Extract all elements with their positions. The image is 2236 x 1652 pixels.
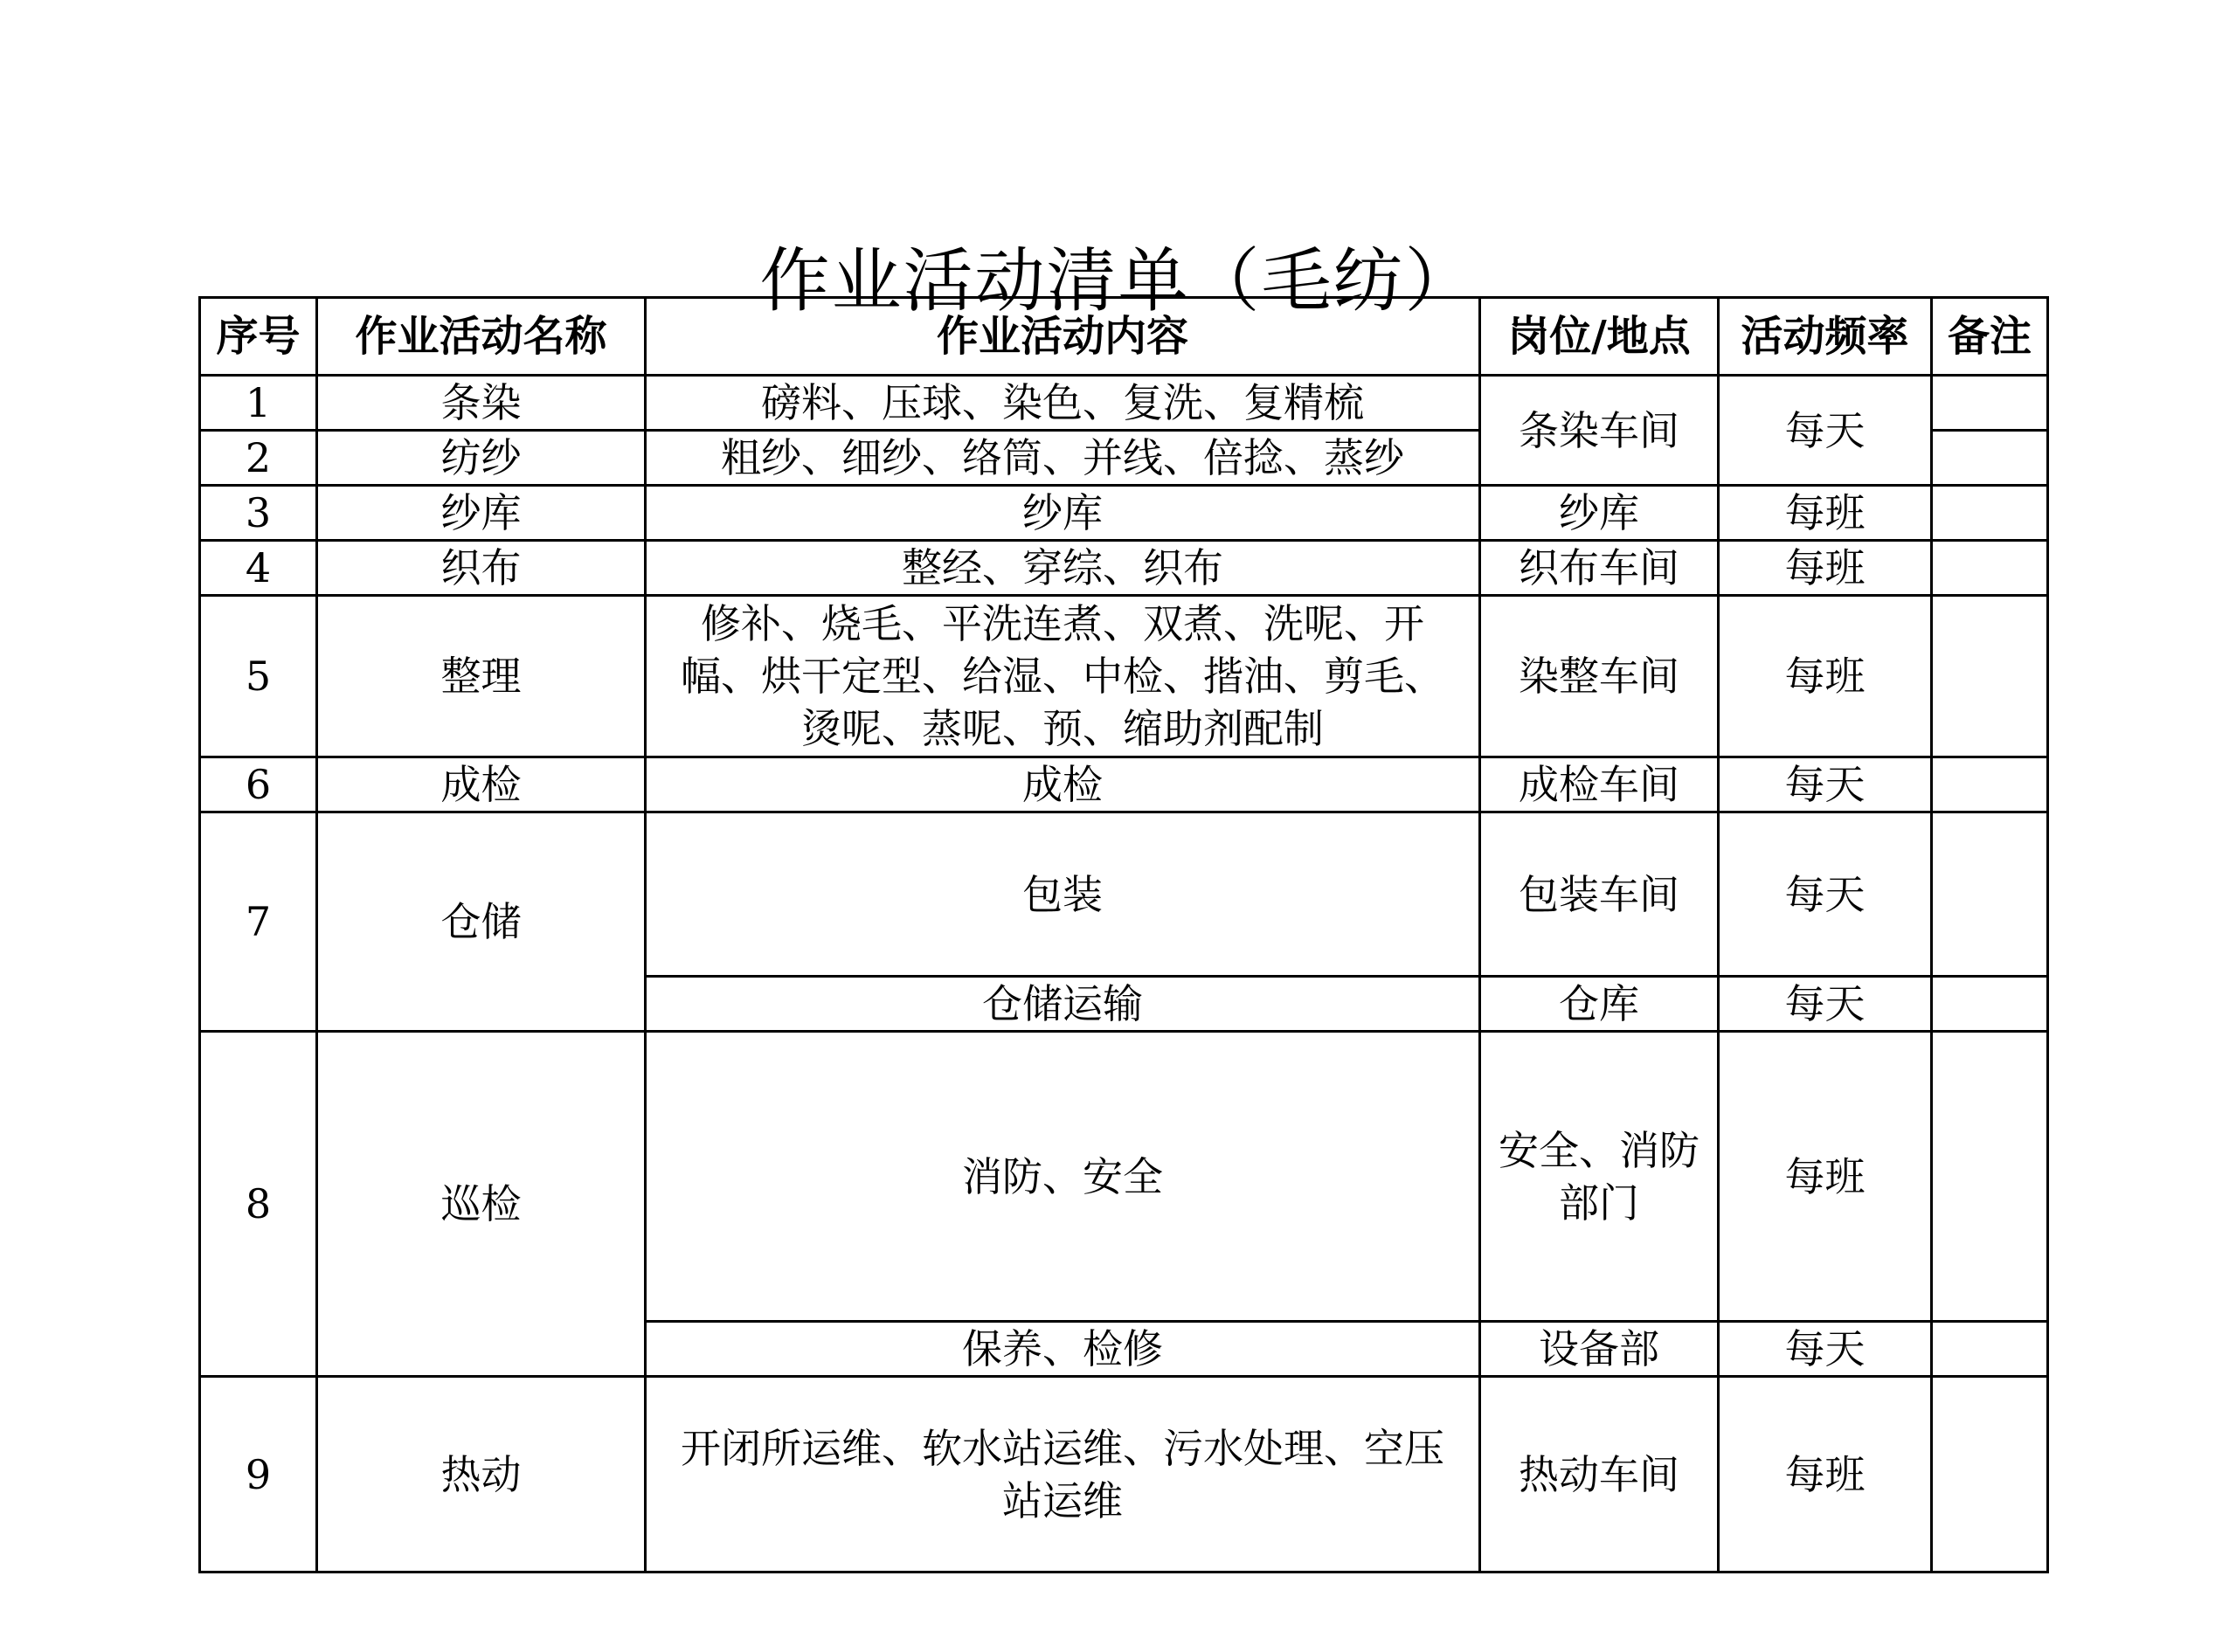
activity-name: 成检 — [317, 757, 646, 812]
row-no: 5 — [200, 596, 317, 757]
activity-note — [1932, 977, 2048, 1032]
header-no: 序号 — [200, 298, 317, 376]
activity-content: 纱库 — [646, 486, 1480, 541]
activity-name: 纺纱 — [317, 431, 646, 486]
activity-place: 纱库 — [1480, 486, 1719, 541]
activity-name: 巡检 — [317, 1032, 646, 1377]
row-no: 9 — [200, 1377, 317, 1573]
activity-place: 包装车间 — [1480, 812, 1719, 977]
activity-place: 织布车间 — [1480, 541, 1719, 596]
activity-place: 条染车间 — [1480, 376, 1719, 486]
row-no: 3 — [200, 486, 317, 541]
table-row — [200, 1032, 2048, 1322]
row-no: 7 — [200, 812, 317, 1032]
header-place: 岗位/地点 — [1480, 298, 1719, 376]
activity-note — [1932, 376, 2048, 431]
header-freq: 活动频率 — [1719, 298, 1932, 376]
activity-name: 织布 — [317, 541, 646, 596]
table-row — [200, 1377, 2048, 1573]
activity-note — [1932, 757, 2048, 812]
header-name: 作业活动名称 — [317, 298, 646, 376]
table-row — [200, 757, 2048, 812]
activity-frequency: 每班 — [1719, 541, 1932, 596]
activity-note — [1932, 486, 2048, 541]
header-note: 备注 — [1932, 298, 2048, 376]
activity-place: 染整车间 — [1480, 596, 1719, 757]
activity-frequency: 每班 — [1719, 1377, 1932, 1573]
activity-frequency: 每天 — [1719, 812, 1932, 977]
activity-content: 消防、安全 — [646, 1032, 1480, 1322]
activity-place: 设备部 — [1480, 1322, 1719, 1377]
activity-content: 粗纱、细纱、络筒、并线、倍捻、蒸纱 — [646, 431, 1480, 486]
activity-note — [1932, 1377, 2048, 1573]
activity-name: 仓储 — [317, 812, 646, 1032]
activity-frequency: 每天 — [1719, 757, 1932, 812]
table-row — [200, 376, 2048, 431]
activity-content: 成检 — [646, 757, 1480, 812]
table-row — [200, 486, 2048, 541]
row-no: 6 — [200, 757, 317, 812]
activity-frequency: 每天 — [1719, 977, 1932, 1032]
row-no: 4 — [200, 541, 317, 596]
activity-note — [1932, 541, 2048, 596]
row-no: 8 — [200, 1032, 317, 1377]
activity-note — [1932, 596, 2048, 757]
activity-name: 条染 — [317, 376, 646, 431]
activity-content: 保养、检修 — [646, 1322, 1480, 1377]
row-no: 2 — [200, 431, 317, 486]
row-no: 1 — [200, 376, 317, 431]
table-row — [200, 541, 2048, 596]
activity-content: 修补、烧毛、平洗连煮、双煮、洗呢、开幅、烘干定型、给湿、中检、揩油、剪毛、烫呢、蒸呢、预、缩助剂配制 — [646, 596, 1480, 757]
activity-content: 包装 — [646, 812, 1480, 977]
page-title: 作业活动清单（毛纺） — [759, 239, 1477, 321]
activity-frequency: 每天 — [1719, 1322, 1932, 1377]
activity-name: 热动 — [317, 1377, 646, 1573]
activity-content: 磅料、压球、染色、复洗、复精梳 — [646, 376, 1480, 431]
activity-frequency: 每班 — [1719, 486, 1932, 541]
table-row — [200, 812, 2048, 977]
activity-place: 热动车间 — [1480, 1377, 1719, 1573]
header-row — [200, 298, 2048, 376]
table-row — [200, 596, 2048, 757]
activity-content: 开闭所运维、软水站运维、污水处理、空压站运维 — [646, 1377, 1480, 1573]
activity-content: 整经、穿综、织布 — [646, 541, 1480, 596]
header-content: 作业活动内容 — [646, 298, 1480, 376]
activity-frequency: 每天 — [1719, 376, 1932, 486]
activity-place: 仓库 — [1480, 977, 1719, 1032]
activity-place: 成检车间 — [1480, 757, 1719, 812]
activity-note — [1932, 431, 2048, 486]
activity-note — [1932, 812, 2048, 977]
activity-table — [198, 296, 2049, 1573]
activity-note — [1932, 1322, 2048, 1377]
activity-frequency: 每班 — [1719, 1032, 1932, 1322]
activity-name: 整理 — [317, 596, 646, 757]
activity-content: 仓储运输 — [646, 977, 1480, 1032]
activity-name: 纱库 — [317, 486, 646, 541]
activity-note — [1932, 1032, 2048, 1322]
activity-place: 安全、消防部门 — [1480, 1032, 1719, 1322]
activity-frequency: 每班 — [1719, 596, 1932, 757]
